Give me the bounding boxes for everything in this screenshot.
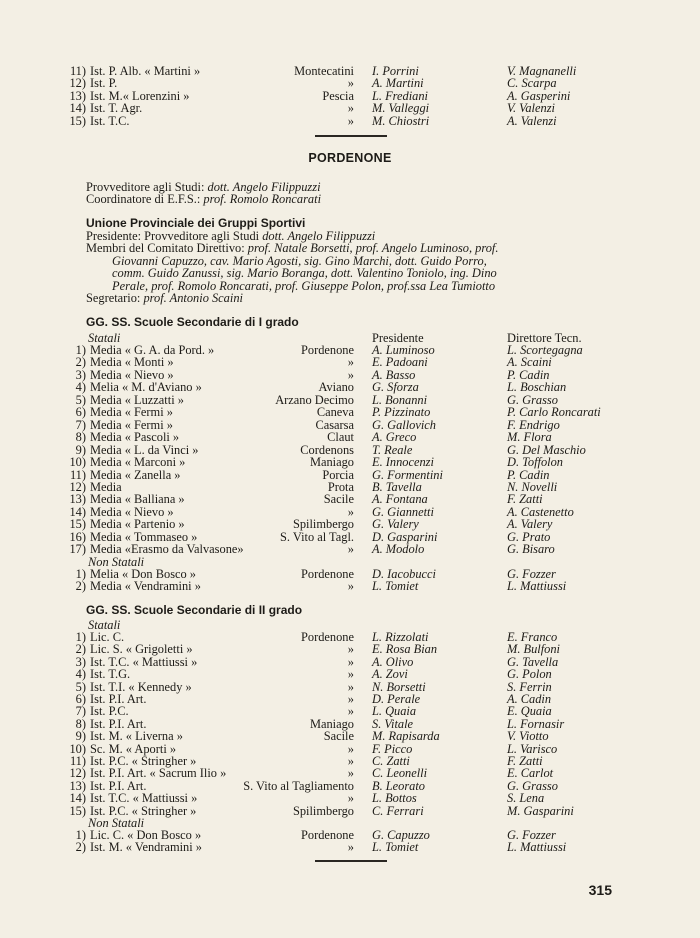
city: Pordenone bbox=[301, 567, 354, 581]
row-number: 14) bbox=[69, 101, 86, 116]
membri-line3: comm. Guido Zanussi, sig. Mario Boranga, dott. Valentino Toniolo, ing. Dino bbox=[112, 266, 497, 281]
presidente: I. Porrini bbox=[372, 64, 419, 78]
segretario-label: Segretario: bbox=[86, 291, 141, 306]
presidente: A. Martini bbox=[372, 76, 424, 91]
row-number: 4) bbox=[75, 667, 86, 682]
school-ii-statali-row bbox=[0, 780, 700, 792]
direttore: A. Valenzi bbox=[507, 113, 557, 128]
segretario-name: prof. Antonio Scaini bbox=[143, 291, 243, 306]
row-number: 15) bbox=[69, 113, 86, 128]
row-number: 2) bbox=[75, 355, 86, 370]
school-i-statali-label: Statali bbox=[88, 331, 121, 345]
union-title: Unione Provinciale dei Gruppi Sportivi bbox=[86, 216, 306, 230]
direttore: N. Novelli bbox=[507, 479, 558, 494]
presidente: A. Zovi bbox=[372, 667, 408, 682]
top-table-row bbox=[0, 65, 700, 77]
city: Maniago bbox=[309, 716, 354, 731]
presidente: E. Rosa Bian bbox=[372, 642, 438, 657]
row-number: 1) bbox=[75, 630, 86, 644]
row-number: 1) bbox=[75, 343, 86, 357]
school-name: Media « Marconi » bbox=[90, 455, 186, 470]
direttore: L. Mattiussi bbox=[507, 840, 567, 855]
presidente: M. Chiostri bbox=[372, 113, 430, 128]
presidente: D. Perale bbox=[372, 692, 421, 706]
row-number: 4) bbox=[75, 380, 86, 395]
membri-line2: Giovanni Capuzzo, cav. Mario Agosti, sig. Gino Marchi, dott. Guido Porro, bbox=[112, 253, 487, 268]
school-name: Lic. S. « Grigoletti » bbox=[90, 642, 193, 657]
city: » bbox=[347, 667, 354, 682]
city: Pordenone bbox=[301, 630, 354, 644]
top-table-row bbox=[0, 90, 700, 102]
row-number: 2) bbox=[75, 579, 86, 594]
direttore: A. Cadin bbox=[507, 692, 552, 706]
presidente: P. Pizzinato bbox=[372, 405, 431, 420]
presidente: G. Formentini bbox=[372, 467, 443, 482]
school-name: Media « Monti » bbox=[90, 355, 174, 370]
presidente: G. Capuzzo bbox=[372, 828, 430, 842]
row-number: 12) bbox=[69, 479, 86, 494]
presidente: L. Tomiet bbox=[372, 840, 419, 855]
direttore: L. Mattiussi bbox=[507, 579, 567, 594]
row-number: 5) bbox=[75, 392, 86, 407]
school-name: Ist. P.I. Art. bbox=[90, 716, 147, 731]
school-name: Media « Fermi » bbox=[90, 417, 173, 432]
city: » bbox=[347, 654, 354, 669]
city: » bbox=[347, 704, 354, 719]
school-i-statali-row bbox=[0, 518, 700, 530]
direttore: G. Fozzer bbox=[507, 828, 556, 842]
city: » bbox=[347, 101, 354, 116]
city: » bbox=[347, 355, 354, 370]
school-ii-statali-row bbox=[0, 693, 700, 705]
school-name: Media « Luzzatti » bbox=[90, 392, 184, 407]
presidente-name: dott. Angelo Filippuzzi bbox=[262, 229, 376, 243]
school-name: Melia « M. d'Aviano » bbox=[90, 380, 202, 395]
city: » bbox=[347, 692, 354, 706]
city: » bbox=[347, 542, 354, 557]
row-number: 8) bbox=[75, 716, 86, 731]
city: Maniago bbox=[309, 455, 354, 470]
school-i-statali-row bbox=[0, 543, 700, 555]
presidente: L. Frediani bbox=[372, 88, 428, 103]
presidente: G. Sforza bbox=[372, 380, 419, 395]
school-name: Melia « Don Bosco » bbox=[90, 567, 196, 581]
school-ii-statali-row bbox=[0, 767, 700, 779]
presidente: D. Iacobucci bbox=[372, 567, 436, 581]
row-number: 9) bbox=[75, 442, 86, 457]
school-i-statali-row bbox=[0, 444, 700, 456]
presidente: T. Reale bbox=[372, 442, 413, 457]
city: » bbox=[347, 76, 354, 91]
presidente: A. Olivo bbox=[372, 654, 414, 669]
school-i-statali-row bbox=[0, 469, 700, 481]
city: » bbox=[347, 679, 354, 694]
direttore: A. Gasperini bbox=[507, 88, 571, 103]
direttore: S. Ferrin bbox=[507, 679, 552, 694]
row-number: 2) bbox=[75, 642, 86, 657]
direttore: G. Grasso bbox=[507, 778, 558, 793]
school-name: Ist. P.I. Art. bbox=[90, 692, 147, 706]
school-name: Media « Nievo » bbox=[90, 367, 174, 382]
city: » bbox=[347, 642, 354, 657]
presidente: G. Valery bbox=[372, 517, 419, 532]
section-divider-top bbox=[315, 135, 387, 137]
row-number: 5) bbox=[75, 679, 86, 694]
school-name: Ist. P.C. bbox=[90, 704, 129, 719]
school-name: Ist. T.I. « Kennedy » bbox=[90, 679, 192, 694]
direttore: S. Lena bbox=[507, 791, 545, 806]
school-name: Media « Tommaseo » bbox=[90, 529, 198, 544]
school-i-statali-row bbox=[0, 406, 700, 418]
direttore: V. Magnanelli bbox=[507, 64, 577, 78]
city: S. Vito al Tagl. bbox=[280, 529, 354, 544]
presidente: C. Zatti bbox=[372, 754, 410, 768]
city: Montecatini bbox=[294, 64, 354, 78]
row-number: 11) bbox=[69, 64, 86, 78]
direttore: L. Fornasir bbox=[507, 716, 565, 731]
city: Aviano bbox=[318, 380, 354, 395]
school-ii-statali-row bbox=[0, 681, 700, 693]
direttore: G. Polon bbox=[507, 667, 552, 682]
school-i-heading: GG. SS. Scuole Secondarie di I grado bbox=[86, 315, 299, 329]
city: Spilimbergo bbox=[292, 803, 354, 818]
school-i-statali-row bbox=[0, 493, 700, 505]
presidente: C. Leonelli bbox=[372, 766, 428, 781]
page-number: 315 bbox=[588, 882, 612, 898]
school-i-non-statali-row bbox=[0, 568, 700, 580]
school-ii-statali-row bbox=[0, 656, 700, 668]
city: » bbox=[347, 579, 354, 594]
direttore: G. Grasso bbox=[507, 392, 558, 407]
city: Spilimbergo bbox=[292, 517, 354, 532]
row-number: 7) bbox=[75, 704, 86, 719]
school-i-statali-row bbox=[0, 394, 700, 406]
school-name: Ist. M.« Lorenzini » bbox=[90, 88, 190, 103]
school-ii-statali-label: Statali bbox=[88, 618, 121, 632]
row-number: 8) bbox=[75, 430, 86, 445]
membri-label: Membri del Comitato Direttivo: bbox=[86, 241, 245, 256]
direttore: C. Scarpa bbox=[507, 76, 557, 91]
school-name: Media « L. da Vinci » bbox=[90, 442, 199, 457]
direttore: E. Franco bbox=[507, 630, 558, 644]
school-i-statali-row bbox=[0, 419, 700, 431]
school-name: Media «Erasmo da Valvasone» bbox=[90, 542, 244, 557]
membri-line1: prof. Natale Borsetti, prof. Angelo Luminoso, prof. bbox=[247, 241, 499, 256]
school-i-statali-row bbox=[0, 356, 700, 368]
coordinatore-label: Coordinatore di E.F.S.: bbox=[86, 192, 201, 207]
direttore: E. Carlot bbox=[507, 766, 554, 781]
city: Pordenone bbox=[301, 828, 354, 842]
direttore: P. Cadin bbox=[507, 467, 550, 482]
presidente-label: Presidente: Provveditore agli Studi bbox=[86, 229, 260, 243]
city: » bbox=[347, 504, 354, 519]
presidente: E. Innocenzi bbox=[372, 455, 434, 470]
row-number: 11) bbox=[69, 754, 86, 768]
school-ii-statali-row bbox=[0, 668, 700, 680]
school-ii-non-statali-row bbox=[0, 829, 700, 841]
direttore: P. Cadin bbox=[507, 367, 550, 382]
row-number: 16) bbox=[69, 529, 86, 544]
school-name: Ist. T. Agr. bbox=[90, 101, 143, 116]
school-name: Ist. M. « Liverna » bbox=[90, 729, 183, 744]
row-number: 7) bbox=[75, 417, 86, 432]
presidente: E. Padoani bbox=[372, 355, 428, 370]
school-name: Ist. P.C. « Stringher » bbox=[90, 754, 197, 768]
school-ii-statali-row bbox=[0, 705, 700, 717]
city: Prota bbox=[327, 479, 354, 494]
school-ii-statali-row bbox=[0, 730, 700, 742]
row-number: 3) bbox=[75, 654, 86, 669]
row-number: 13) bbox=[69, 492, 86, 507]
school-name: Media « Nievo » bbox=[90, 504, 174, 519]
direttore: E. Quaia bbox=[507, 704, 552, 719]
presidente: A. Greco bbox=[372, 430, 417, 445]
union-block bbox=[86, 230, 646, 304]
school-name: Media « Partenio » bbox=[90, 517, 185, 532]
presidente: B. Leorato bbox=[372, 778, 426, 793]
school-name: Media « Zanella » bbox=[90, 467, 181, 482]
school-name: Media « Pascoli » bbox=[90, 430, 180, 445]
coordinatore-name: prof. Romolo Roncarati bbox=[203, 192, 322, 207]
presidente: A. Basso bbox=[372, 367, 416, 382]
direttore: L. Scortegagna bbox=[507, 343, 583, 357]
city: » bbox=[347, 754, 354, 768]
direttore: P. Carlo Roncarati bbox=[507, 405, 601, 420]
school-i-statali-row bbox=[0, 456, 700, 468]
direttore: A. Scaini bbox=[507, 355, 552, 370]
school-name: Ist. P.I. Art. bbox=[90, 778, 147, 793]
school-name: Ist. T.C. « Mattiussi » bbox=[90, 654, 198, 669]
row-number: 14) bbox=[69, 504, 86, 519]
direttore: V. Viotto bbox=[507, 729, 549, 744]
row-number: 12) bbox=[69, 766, 86, 781]
school-i-statali-row bbox=[0, 506, 700, 518]
school-i-statali-row bbox=[0, 481, 700, 493]
direttore: G. Prato bbox=[507, 529, 551, 544]
school-name: Ist. T.C. bbox=[90, 113, 130, 128]
school-name: Lic. C. « Don Bosco » bbox=[90, 828, 202, 842]
city: Casarsa bbox=[315, 417, 354, 432]
row-number: 1) bbox=[75, 828, 86, 842]
row-number: 1) bbox=[75, 567, 86, 581]
row-number: 13) bbox=[69, 778, 86, 793]
city: S. Vito al Tagliamento bbox=[243, 778, 354, 793]
presidente: B. Tavella bbox=[372, 479, 422, 494]
direttore: A. Castenetto bbox=[507, 504, 574, 519]
direttore: V. Valenzi bbox=[507, 101, 555, 116]
city: Porcia bbox=[322, 467, 354, 482]
school-name: Ist. M. « Vendramini » bbox=[90, 840, 202, 855]
city: » bbox=[347, 840, 354, 855]
row-number: 10) bbox=[69, 741, 86, 756]
row-number: 6) bbox=[75, 692, 86, 706]
school-i-statali-row bbox=[0, 344, 700, 356]
presidente: C. Ferrari bbox=[372, 803, 424, 818]
school-ii-statali-row bbox=[0, 643, 700, 655]
top-table-row bbox=[0, 115, 700, 127]
presidente: M. Rapisarda bbox=[372, 729, 440, 744]
city: Claut bbox=[327, 430, 354, 445]
presidente: A. Luminoso bbox=[372, 343, 435, 357]
city: Pescia bbox=[322, 88, 354, 103]
school-i-non-statali-label: Non Statali bbox=[88, 555, 145, 569]
top-table-row bbox=[0, 102, 700, 114]
school-i-non-statali-row bbox=[0, 580, 700, 592]
city: Arzano Decimo bbox=[275, 392, 354, 407]
school-name: Ist. P. bbox=[90, 76, 118, 91]
school-i-statali-row bbox=[0, 369, 700, 381]
direttore: G. Del Maschio bbox=[507, 442, 586, 457]
provveditore-name: dott. Angelo Filippuzzi bbox=[207, 180, 321, 194]
direttore: F. Zatti bbox=[507, 754, 543, 768]
school-i-statali-row bbox=[0, 381, 700, 393]
presidente: S. Vitale bbox=[372, 716, 414, 731]
city: » bbox=[347, 766, 354, 781]
school-i-statali-row bbox=[0, 531, 700, 543]
city: Pordenone bbox=[301, 343, 354, 357]
city: Sacile bbox=[323, 492, 354, 507]
school-ii-non-statali-row bbox=[0, 841, 700, 853]
row-number: 2) bbox=[75, 840, 86, 855]
presidente: L. Tomiet bbox=[372, 579, 419, 594]
row-number: 3) bbox=[75, 367, 86, 382]
school-name: Ist. P.I. Art. « Sacrum Ilio » bbox=[90, 766, 227, 781]
direttore: D. Toffolon bbox=[507, 455, 564, 470]
school-name: Ist. P. Alb. « Martini » bbox=[90, 64, 201, 78]
row-number: 11) bbox=[69, 467, 86, 482]
row-number: 14) bbox=[69, 791, 86, 806]
school-ii-statali-row bbox=[0, 631, 700, 643]
presidente: D. Gasparini bbox=[372, 529, 438, 544]
direttore: G. Tavella bbox=[507, 654, 559, 669]
school-ii-heading: GG. SS. Scuole Secondarie di II grado bbox=[86, 603, 303, 617]
presidente: N. Borsetti bbox=[372, 679, 426, 694]
school-ii-non-statali-label: Non Statali bbox=[88, 816, 145, 830]
presidente: F. Picco bbox=[372, 741, 413, 756]
city: » bbox=[347, 791, 354, 806]
row-number: 15) bbox=[69, 517, 86, 532]
presidente: L. Bonanni bbox=[372, 392, 428, 407]
school-name: Media « G. A. da Pord. » bbox=[90, 343, 215, 357]
school-ii-statali-row bbox=[0, 805, 700, 817]
direttore: L. Boschian bbox=[507, 380, 567, 395]
city: » bbox=[347, 741, 354, 756]
school-name: Sc. M. « Aporti » bbox=[90, 741, 177, 756]
direttore: M. Bulfoni bbox=[507, 642, 560, 657]
city: » bbox=[347, 367, 354, 382]
row-number: 12) bbox=[69, 76, 86, 91]
school-name: Ist. P.C. « Stringher » bbox=[90, 803, 197, 818]
presidente: L. Quaia bbox=[372, 704, 417, 719]
school-name: Media « Balliana » bbox=[90, 492, 185, 507]
row-number: 15) bbox=[69, 803, 86, 818]
officials-block bbox=[86, 181, 646, 206]
school-ii-statali-row bbox=[0, 743, 700, 755]
direttore: M. Gasparini bbox=[507, 803, 574, 818]
school-ii-statali-row bbox=[0, 718, 700, 730]
section-divider-bottom bbox=[315, 860, 387, 862]
row-number: 9) bbox=[75, 729, 86, 744]
school-i-statali-row bbox=[0, 431, 700, 443]
direttore: F. Zatti bbox=[507, 492, 543, 507]
city: Caneva bbox=[316, 405, 354, 420]
direttore: F. Endrigo bbox=[507, 417, 560, 432]
column-header-direttore: Direttore Tecn. bbox=[507, 331, 582, 345]
presidente: L. Rizzolati bbox=[372, 630, 429, 644]
school-name: Ist. T.G. bbox=[90, 667, 131, 682]
presidente: G. Gallovich bbox=[372, 417, 437, 432]
row-number: 6) bbox=[75, 405, 86, 420]
presidente: A. Fontana bbox=[372, 492, 428, 507]
presidente: G. Giannetti bbox=[372, 504, 434, 519]
row-number: 17) bbox=[69, 542, 86, 557]
direttore: G. Bisaro bbox=[507, 542, 555, 557]
school-name: Lic. C. bbox=[90, 630, 125, 644]
top-table-row bbox=[0, 77, 700, 89]
direttore: A. Valery bbox=[507, 517, 553, 532]
school-name: Media « Vendramini » bbox=[90, 579, 201, 594]
presidente: L. Bottos bbox=[372, 791, 417, 806]
school-name: Ist. T.C. « Mattiussi » bbox=[90, 791, 198, 806]
city: » bbox=[347, 113, 354, 128]
school-name: Media bbox=[90, 479, 122, 494]
school-ii-statali-row bbox=[0, 792, 700, 804]
city: Cordenons bbox=[300, 442, 354, 457]
provveditore-label: Provveditore agli Studi: bbox=[86, 180, 205, 194]
direttore: M. Flora bbox=[507, 430, 552, 445]
row-number: 10) bbox=[69, 455, 86, 470]
school-ii-statali-row bbox=[0, 755, 700, 767]
row-number: 13) bbox=[69, 88, 86, 103]
presidente: M. Valleggi bbox=[372, 101, 430, 116]
city: Sacile bbox=[323, 729, 354, 744]
membri-line4: Perale, prof. Romolo Roncarati, prof. Giuseppe Polon, prof.ssa Lea Tumiotto bbox=[112, 278, 496, 293]
presidente: A. Modolo bbox=[372, 542, 425, 557]
direttore: L. Varisco bbox=[507, 741, 558, 756]
column-header-presidente: Presidente bbox=[372, 331, 424, 345]
school-name: Media « Fermi » bbox=[90, 405, 173, 420]
section-title: PORDENONE bbox=[308, 151, 392, 165]
direttore: G. Fozzer bbox=[507, 567, 556, 581]
